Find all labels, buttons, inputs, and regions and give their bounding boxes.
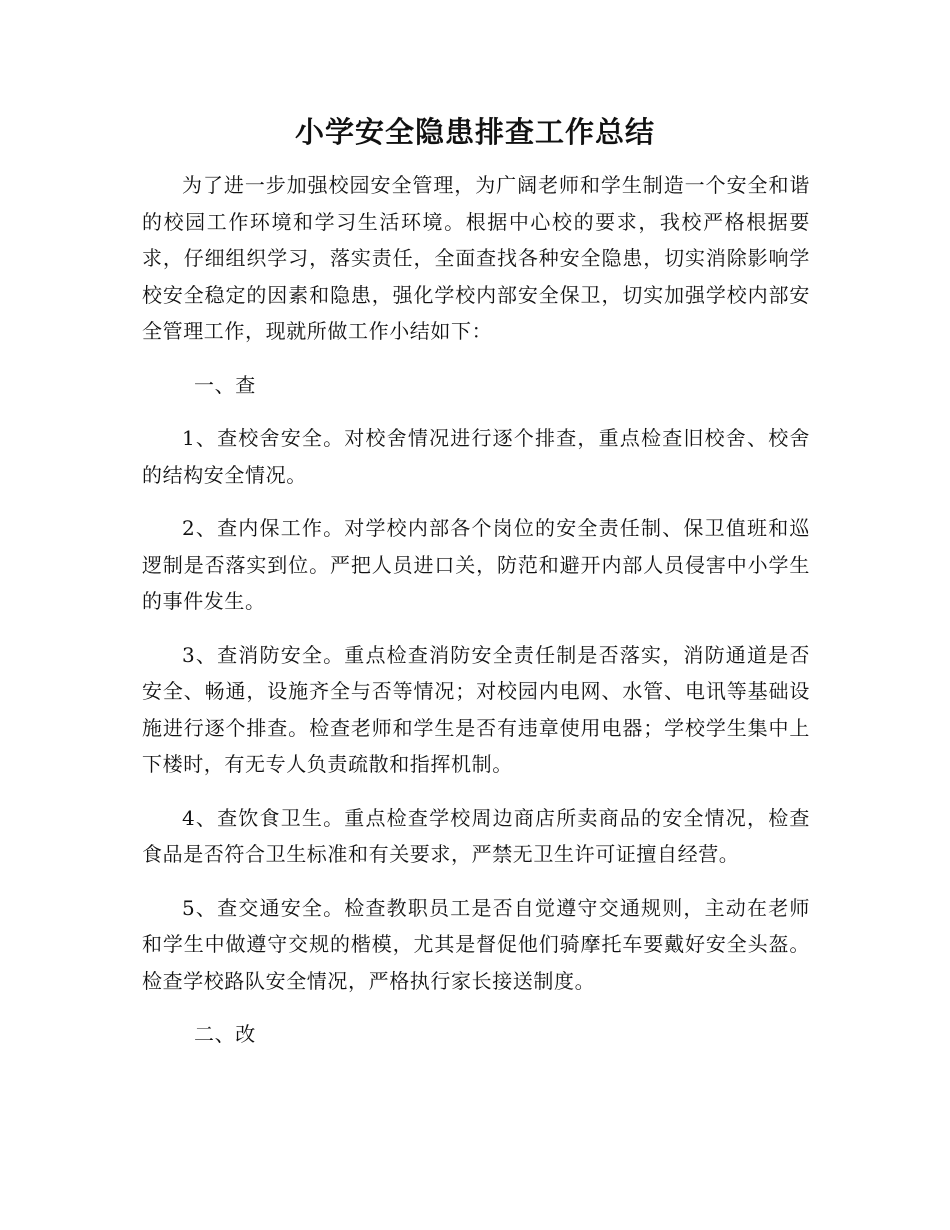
check-item-fire-safety: 3、查消防安全。重点检查消防安全责任制是否落实，消防通道是否安全、畅通，设施齐全与否等情况；对校园内电网、水管、电讯等基础设施进行逐个排查。检查老师和学生是否有违章使用电器；学校学生集中上下楼时，有无专人负责疏散和指挥机制。 [142,642,810,776]
check-item-traffic-safety: 5、查交通安全。检查教职员工是否自觉遵守交通规则，主动在老师和学生中做遵守交规的楷模，尤其是督促他们骑摩托车要戴好安全头盔。检查学校路队安全情况，严格执行家长接送制度。 [142,895,810,993]
document-title: 小学安全隐患排查工作总结 [294,115,655,149]
intro-paragraph: 为了进一步加强校园安全管理，为广阔老师和学生制造一个安全和谐的校园工作环境和学习生活环境。根据中心校的要求，我校严格根据要求，仔细组织学习，落实责任，全面查找各种安全隐患，切实消除影响学校安全稳定的因素和隐患，强化学校内部安全保卫，切实加强学校内部安全管理工作，现就所做工作小结如下： [142,173,810,343]
check-item-school-buildings: 1、查校舍安全。对校舍情况进行逐个排查，重点检查旧校舍、校舍的结构安全情况。 [142,426,810,487]
check-item-food-hygiene: 4、查饮食卫生。重点检查学校周边商店所卖商品的安全情况，检查食品是否符合卫生标准和有关要求，严禁无卫生许可证擅自经营。 [142,805,810,866]
section-heading-rectify: 二、改 [194,1022,256,1046]
section-heading-check: 一、查 [194,372,256,397]
document-body [142,167,810,1070]
check-item-internal-security: 2、查内保工作。对学校内部各个岗位的安全责任制、保卫值班和巡逻制是否落实到位。严把人员进口关，防范和避开内部人员侵害中小学生的事件发生。 [142,516,810,613]
